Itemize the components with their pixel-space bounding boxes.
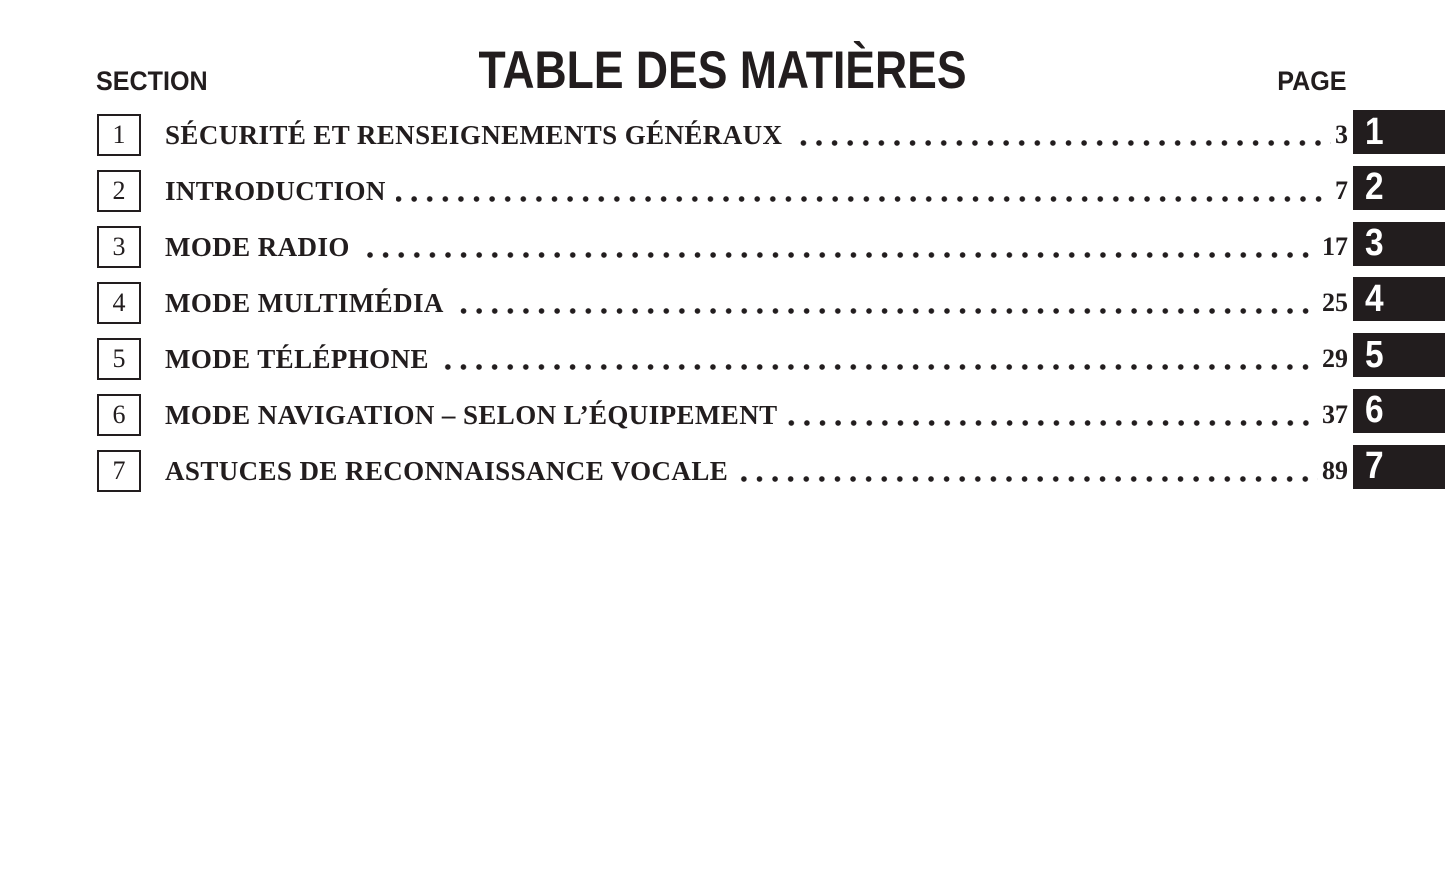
section-number-box: [97, 114, 141, 156]
section-number-box: [97, 282, 141, 324]
toc-entry-title: INTRODUCTION: [165, 175, 386, 206]
dot-leader: [439, 364, 1318, 370]
side-tab-number: 3: [1365, 222, 1384, 265]
toc-row-3[interactable]: [97, 226, 1348, 268]
side-tab-number: 5: [1365, 333, 1384, 376]
page-title: TABLE DES MATIÈRES: [478, 41, 967, 100]
dot-leader: [360, 252, 1318, 258]
side-tab-column: [1353, 110, 1445, 501]
side-tab-number: 6: [1365, 389, 1384, 432]
toc-entry-title: MODE TÉLÉPHONE: [165, 343, 429, 374]
side-tab-3[interactable]: [1353, 222, 1445, 266]
side-tab-7[interactable]: [1353, 445, 1445, 489]
section-number-box: [97, 338, 141, 380]
dot-leader: [396, 196, 1331, 202]
side-tab-number: 1: [1365, 110, 1384, 153]
dot-leader: [454, 308, 1318, 314]
section-number: 1: [112, 120, 126, 149]
section-number-box: [97, 450, 141, 492]
side-tab-1[interactable]: [1353, 110, 1445, 154]
section-number-box: [97, 226, 141, 268]
section-number: 4: [112, 288, 126, 317]
toc-list: [97, 114, 1348, 506]
toc-entry-page: 3: [1335, 120, 1348, 149]
page-column-label: PAGE: [1277, 66, 1347, 96]
side-tab-number: 7: [1365, 445, 1384, 488]
toc-row-6[interactable]: [97, 394, 1348, 436]
dot-leader: [792, 140, 1331, 146]
toc-entry-page: 25: [1322, 288, 1348, 317]
toc-entry-page: 17: [1322, 232, 1348, 261]
toc-row-2[interactable]: [97, 170, 1348, 212]
dot-leader: [788, 420, 1319, 426]
section-number: 7: [112, 456, 126, 485]
toc-row-4[interactable]: [97, 282, 1348, 324]
side-tab-5[interactable]: [1353, 333, 1445, 377]
toc-entry-title: MODE MULTIMÉDIA: [165, 287, 444, 318]
toc-row-1[interactable]: [97, 114, 1348, 156]
toc-entry-title: SÉCURITÉ ET RENSEIGNEMENTS GÉNÉRAUX: [165, 119, 783, 150]
section-number: 6: [112, 400, 126, 429]
section-number: 3: [112, 232, 126, 261]
section-column-label: SECTION: [96, 66, 208, 96]
side-tab-4[interactable]: [1353, 277, 1445, 321]
toc-entry-title: MODE NAVIGATION – SELON L’ÉQUIPEMENT: [165, 399, 778, 430]
side-tab-6[interactable]: [1353, 389, 1445, 433]
section-number-box: [97, 394, 141, 436]
side-tab-2[interactable]: [1353, 166, 1445, 210]
side-tab-number: 2: [1365, 166, 1384, 209]
toc-entry-page: 37: [1322, 400, 1348, 429]
side-tab-number: 4: [1365, 277, 1384, 320]
toc-entry-title: MODE RADIO: [165, 231, 350, 262]
toc-entry-page: 29: [1322, 344, 1348, 373]
toc-entry-title: ASTUCES DE RECONNAISSANCE VOCALE: [165, 455, 729, 486]
toc-entry-page: 7: [1335, 176, 1348, 205]
dot-leader: [738, 476, 1318, 482]
section-number-box: [97, 170, 141, 212]
section-number: 2: [112, 176, 126, 205]
section-number: 5: [112, 344, 126, 373]
toc-row-5[interactable]: [97, 338, 1348, 380]
toc-row-7[interactable]: [97, 450, 1348, 492]
toc-entry-page: 89: [1322, 456, 1348, 485]
